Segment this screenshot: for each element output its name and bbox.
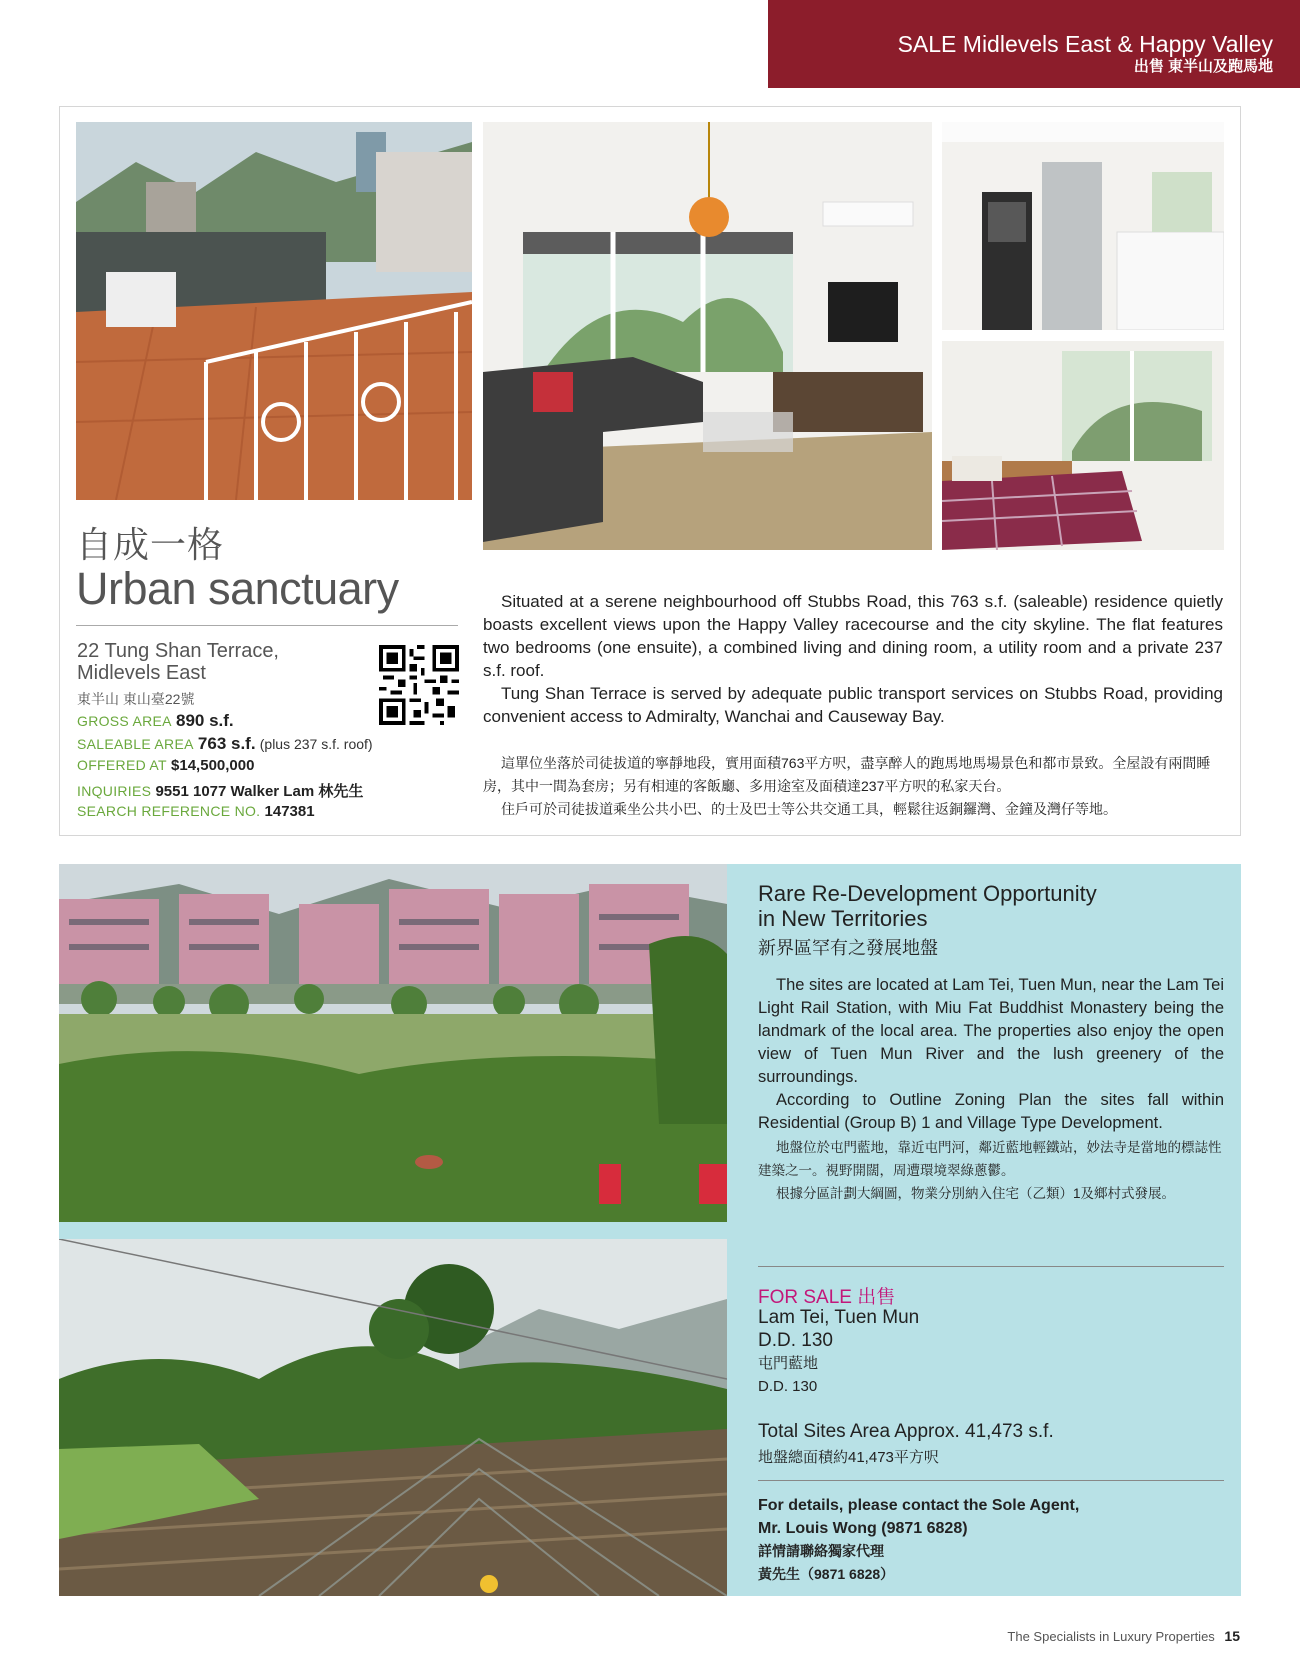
location-line-2: D.D. 130	[758, 1330, 833, 1351]
section-title-cn: 出售 東半山及跑馬地	[1133, 58, 1273, 75]
redevelopment-cn-paragraph-2: 根據分區計劃大綱圖，物業分別納入住宅（乙類）1及鄉村式發展。	[776, 1186, 1176, 1201]
search-reference	[77, 803, 315, 820]
redevelopment-description-cn	[758, 1136, 1224, 1205]
section-header	[768, 0, 1300, 88]
contact-line-1: For details, please contact the Sole Agent,	[758, 1497, 1080, 1514]
redevelopment-title	[758, 881, 1097, 931]
location-cn-line-2: D.D. 130	[758, 1378, 818, 1395]
redevelopment-title-cn: 新界區罕有之發展地盤	[758, 938, 938, 958]
location-cn-line-1: 屯門藍地	[758, 1355, 819, 1372]
description-paragraph-2: Tung Shan Terrace is served by adequate public transport services on Stubbs Road, providing convenient access to Admiralty, Wanchai and Causeway Bay.	[483, 684, 1223, 726]
saleable-area-label: SALEABLE AREA	[77, 736, 194, 752]
description-paragraph-1: Situated at a serene neighbourhood off Stubbs Road, this 763 s.f. (saleable) residence quietly boasts excellent views upon the Happy Valley racecourse and the city skyline. The flat features two bedrooms (one ensuite), a combined living and dining room, a utility room and a private 237 s.f. roof.	[483, 592, 1223, 680]
offered-price: $14,500,000	[171, 757, 255, 774]
page-footer	[1007, 1628, 1240, 1644]
inquiries-label: INQUIRIES	[77, 783, 152, 799]
living-room-photo	[483, 122, 932, 550]
inquiries-contact: 9551 1077 Walker Lam 林先生	[155, 783, 364, 800]
listing-title: Urban sanctuary	[76, 563, 399, 614]
saleable-area	[77, 734, 373, 754]
gross-area-value: 890 s.f.	[175, 711, 234, 730]
redevelopment-paragraph-1: The sites are located at Lam Tei, Tuen Mun, near the Lam Tei Light Rail Station, with Miu Fat Buddhist Monastery being the landmark of the local area. The properties also enjoy the open view of Tuen Mun River and the lush greenery of the surroundings.	[758, 976, 1224, 1086]
bedroom-photo	[942, 341, 1224, 550]
footer-tagline: The Specialists in Luxury Properties	[1007, 1629, 1215, 1644]
title-divider	[76, 625, 458, 626]
description-cn-paragraph-2: 住戶可於司徒拔道乘坐公共小巴、的士及巴士等公共交通工具，輕鬆往返銅鑼灣、金鐘及灣仔等地。	[501, 801, 1117, 817]
contact-line-2: Mr. Louis Wong (9871 6828)	[758, 1520, 968, 1537]
total-site-area: Total Sites Area Approx. 41,473 s.f.	[758, 1421, 1054, 1442]
divider	[758, 1266, 1224, 1267]
listing-description	[483, 590, 1223, 728]
gross-area-label: GROSS AREA	[77, 713, 172, 729]
sale-location	[758, 1306, 919, 1398]
listing-title-cn: 自成一格	[76, 524, 225, 565]
qr-code[interactable]	[379, 645, 459, 725]
village-pond-photo	[59, 864, 727, 1222]
address-line-1: 22 Tung Shan Terrace,	[77, 640, 279, 662]
roof-terrace-photo	[76, 122, 472, 500]
description-cn-paragraph-1: 這單位坐落於司徒拔道的寧靜地段，實用面積763平方呎，盡享醉人的跑馬地馬場景色和都市景致。全屋設有兩間睡房，其中一間為套房；另有相連的客飯廳、多用途室及面積達237平方呎的私家天台。	[483, 755, 1211, 794]
address-cn: 東半山 東山臺22號	[77, 691, 195, 707]
search-reference-value: 147381	[264, 803, 315, 820]
agent-contact	[758, 1494, 1079, 1586]
saleable-area-value: 763 s.f.	[197, 734, 256, 753]
divider	[758, 1480, 1224, 1481]
gross-area	[77, 711, 234, 731]
redevelopment-title-line-1: Rare Re-Development Opportunity	[758, 881, 1097, 906]
for-sale-label: FOR SALE 出售	[758, 1287, 896, 1308]
listing-description-cn	[483, 752, 1223, 821]
location-line-1: Lam Tei, Tuen Mun	[758, 1307, 920, 1328]
listing-address	[77, 640, 279, 684]
redevelopment-paragraph-2: According to Outline Zoning Plan the sites fall within Residential (Group B) 1 and Village Type Development.	[758, 1091, 1224, 1132]
contact-cn-line-2: 黃先生（9871 6828）	[758, 1566, 895, 1582]
total-site-area-cn: 地盤總面積約41,473平方呎	[758, 1449, 939, 1466]
saleable-area-note: (plus 237 s.f. roof)	[259, 736, 373, 752]
offered-label: OFFERED AT	[77, 757, 167, 773]
page-number: 15	[1224, 1628, 1240, 1644]
farmland-photo	[59, 1239, 727, 1596]
redevelopment-description	[758, 974, 1224, 1135]
address-line-2: Midlevels East	[77, 662, 206, 684]
offered-at	[77, 757, 254, 774]
redevelopment-title-line-2: in New Territories	[758, 906, 928, 931]
inquiries	[77, 780, 363, 801]
redevelopment-cn-paragraph-1: 地盤位於屯門藍地，靠近屯門河，鄰近藍地輕鐵站，妙法寺是當地的標誌性建築之一。視野開闊，周遭環境翠綠蔥鬱。	[758, 1140, 1222, 1178]
kitchen-photo	[942, 122, 1224, 330]
search-reference-label: SEARCH REFERENCE NO.	[77, 803, 261, 819]
contact-cn-line-1: 詳情請聯絡獨家代理	[758, 1543, 884, 1559]
section-title-en: SALE Midlevels East & Happy Valley	[897, 31, 1273, 57]
